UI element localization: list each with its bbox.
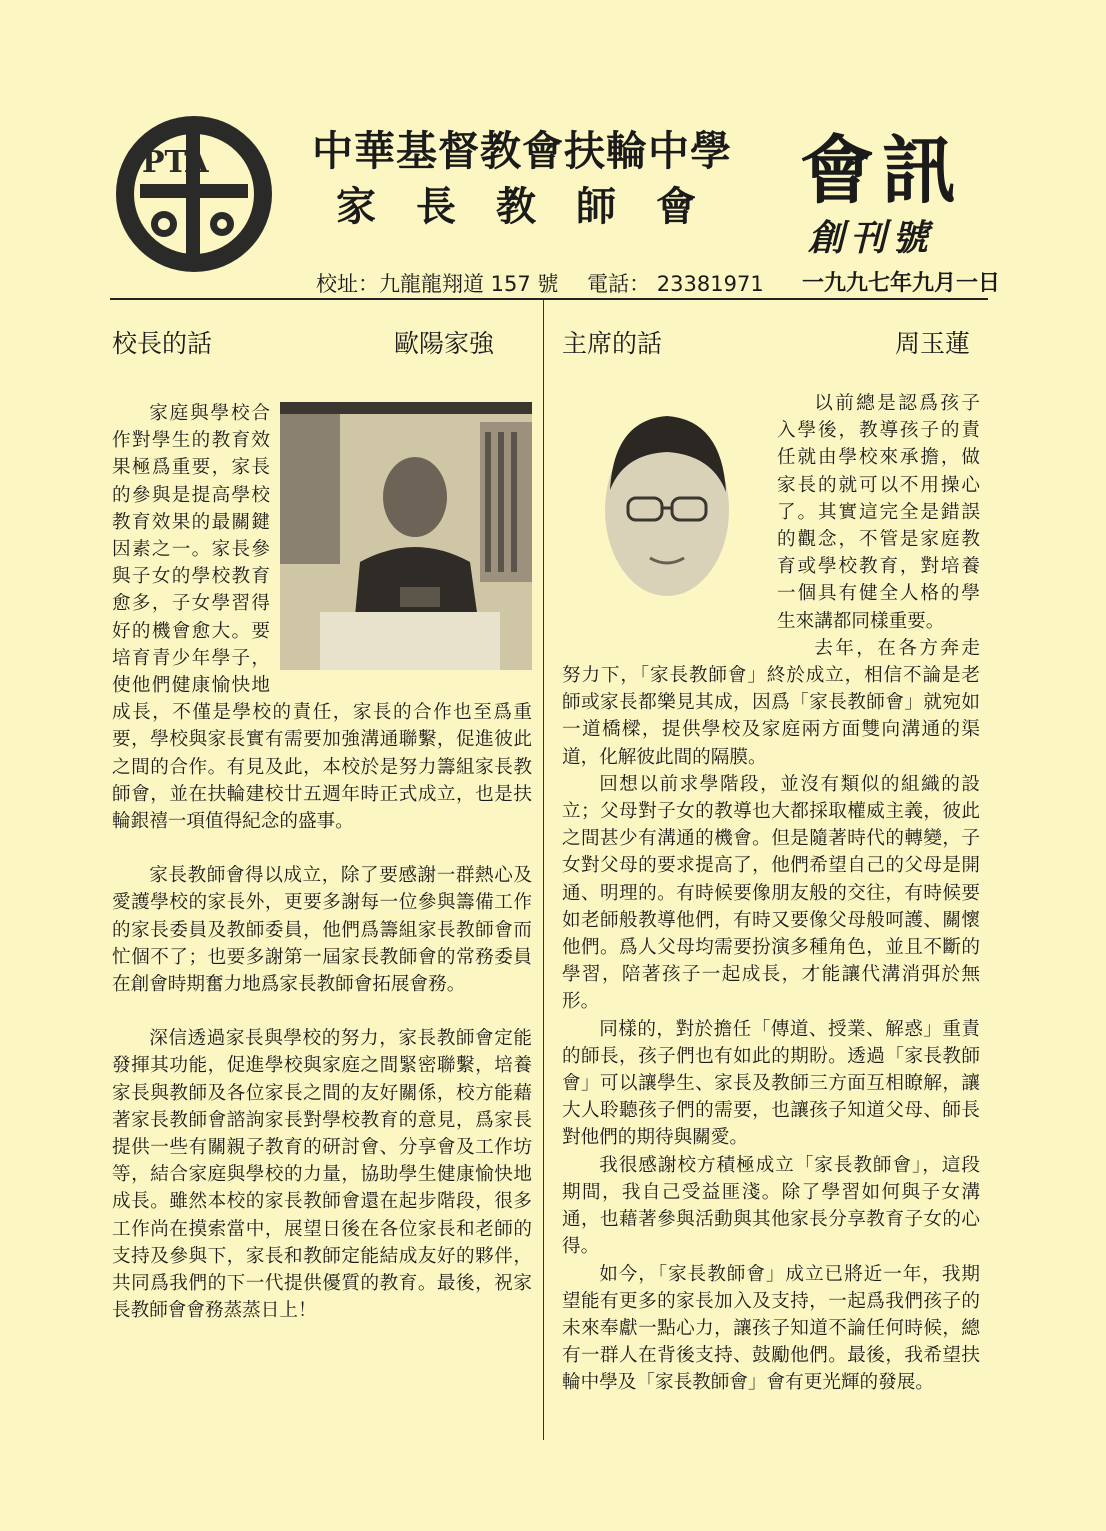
chair-paragraph: 去年，在各方奔走努力下，「家長教師會」終於成立，相信不論是老師或家長都樂見其成，因爲「家長教師會」就宛如一道橋樑，提供學校及家庭兩方面雙向溝通的渠道，化解彼此間的隔膜。 xyxy=(562,637,980,768)
principal-column xyxy=(112,330,532,1325)
section-author: 周玉蓮 xyxy=(894,329,970,358)
newsletter-title: 會訊 xyxy=(800,128,964,214)
school-phone: 電話： 23381971 xyxy=(587,272,764,296)
svg-text:PTA: PTA xyxy=(142,145,209,180)
chair-photo xyxy=(562,380,767,640)
chair-paragraph: 同樣的，對於擔任「傳道、授業、解惑」重責的師長，孩子們也有如此的期盼。透過「家長教師會」可以讓學生、家長及教師三方面互相瞭解，讓大人聆聽孩子們的需要，也讓孩子知道父母、師長對他們的期待與關愛。 xyxy=(562,1018,980,1149)
issue-date: 一九九七年九月一日 xyxy=(802,270,1001,296)
column-divider xyxy=(543,300,544,1440)
school-name: 中華基督教會扶輪中學 xyxy=(312,127,732,175)
school-address: 校址：九龍龍翔道 157 號 xyxy=(316,272,559,296)
principal-paragraph: 家長教師會得以成立，除了要感謝一群熱心及愛護學校的家長外，更要多謝每一位參與籌備工作的家長委員及教師委員，他們爲籌組家長教師會而忙個不了；也要多謝第一屆家長教師會的常務委員在創會時期奮力地爲家長教師會拓展會務。 xyxy=(112,865,532,996)
chair-heading xyxy=(562,330,980,380)
section-title: 校長的話 xyxy=(112,329,213,358)
chair-paragraph: 我很感謝校方積極成立「家長教師會」，這段期間，我自己受益匪淺。除了學習如何與子女溝通，也藉著參與活動與其他家長分享教育子女的心得。 xyxy=(562,1154,980,1258)
issue-label: 創刊號 xyxy=(808,217,935,259)
principal-photo xyxy=(280,402,532,670)
chair-paragraph: 如今，「家長教師會」成立已將近一年，我期望能有更多的家長加入及支持，一起爲我們孩子的未來奉獻一點心力，讓孩子知道不論任何時候，總有一群人在背後支持、鼓勵他們。最後，我希望扶輪中學及「家長教師會」會有更光輝的發展。 xyxy=(562,1263,980,1394)
section-title: 主席的話 xyxy=(562,329,663,358)
chair-paragraph: 以前總是認爲孩子入學後，教導孩子的責任就由學校來承擔，做家長的就可以不用操心了。其實這完全是錯誤的觀念，不管是家庭教育或學校教育，對培養一個具有健全人格的學生來講都同樣重要。 xyxy=(777,393,980,632)
association-name: 家長教師會 xyxy=(336,183,736,230)
section-author: 歐陽家強 xyxy=(393,329,494,358)
principal-paragraph: 家庭與學校合作對學生的教育效果極爲重要，家長的參與是提高學校教育效果的最關鍵因素之一。家長參與子女的學校教育愈多，子女學習得好的機會愈大。要培育青少年學子，使他們健康愉快地成長，不僅是學校的責任，家長的合作也至爲重要，學校與家長實有需要加強溝通聯繫，促進彼此之間的合作。有見及此，本校於是努力籌組家長教師會，並在扶輪建校廿五週年時正式成立，也是扶輪銀禧一項值得紀念的盛事。 xyxy=(112,403,532,833)
chair-column xyxy=(562,330,980,1397)
principal-heading xyxy=(112,330,532,380)
pta-logo xyxy=(112,112,277,277)
chair-paragraph: 回想以前求學階段，並沒有類似的組織的設立；父母對子女的教導也大都採取權威主義，彼此之間甚少有溝通的機會。但是隨著時代的轉變，子女對父母的要求提高了，他們希望自己的父母是開通、明理的。有時候要像朋友般的交往，有時候要如老師般教導他們，有時又要像父母般呵護、關懷他們。爲人父母均需要扮演多種角色，並且不斷的學習，陪著孩子一起成長，才能讓代溝消弭於無形。 xyxy=(562,773,980,1013)
principal-paragraph: 深信透過家長與學校的努力，家長教師會定能發揮其功能，促進學校與家庭之間緊密聯繫，培養家長與教師及各位家長之間的友好關係，校方能藉著家長教師會諮詢家長對學校教育的意見，爲家長提供一些有關親子教育的研討會、分享會及工作坊等，結合家庭與學校的力量，協助學生健康愉快地成長。雖然本校的家長教師會還在起步階段，很多工作尚在摸索當中，展望日後在各位家長和老師的支持及參與下，家長和教師定能結成友好的夥伴，共同爲我們的下一代提供優質的教育。最後，祝家長教師會會務蒸蒸日上！ xyxy=(112,1028,532,1322)
header-divider xyxy=(110,298,988,300)
contact-line xyxy=(316,268,786,298)
